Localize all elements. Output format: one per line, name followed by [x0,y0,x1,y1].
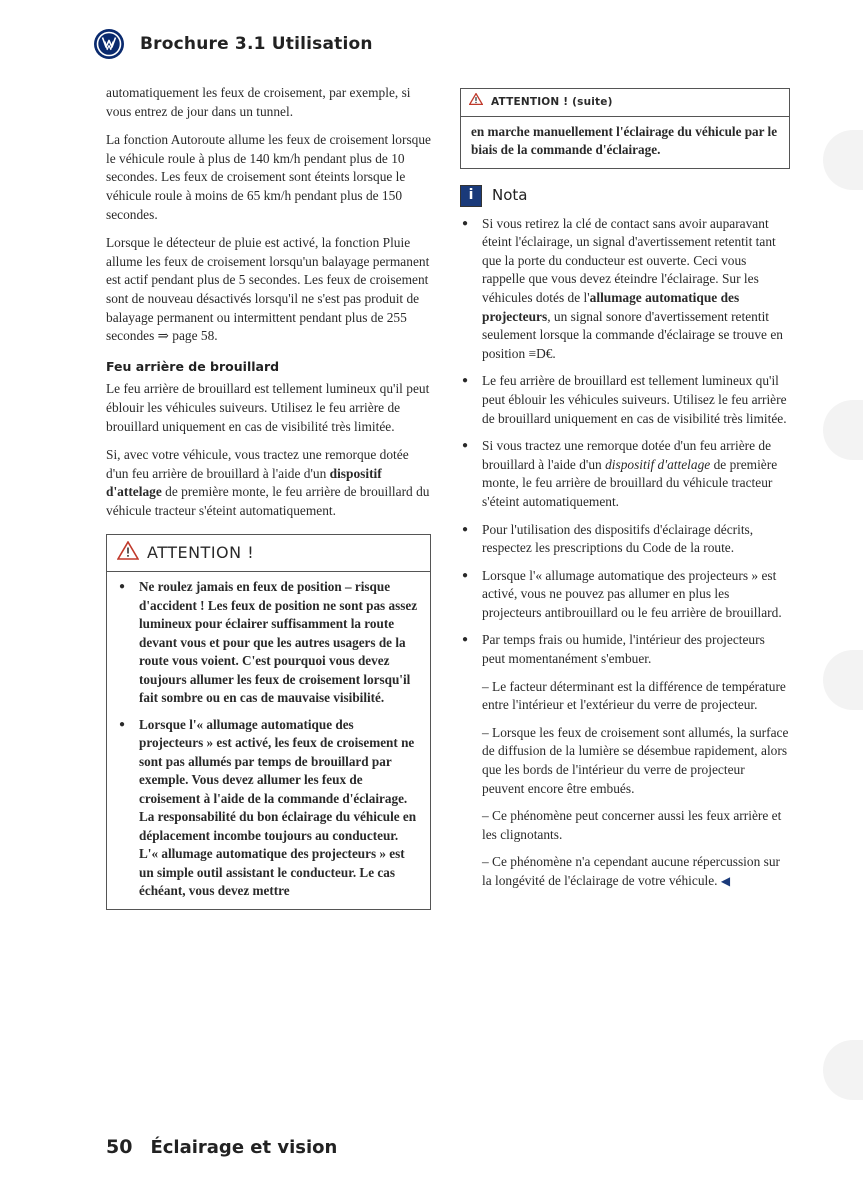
warning-box-continued [460,88,790,169]
page-number: 50 [106,1136,133,1158]
note-subitem: – Ce phénomène n'a cependant aucune répercussion sur la longévité de l'éclairage de votre véhicule. ◀ [482,854,781,888]
note-item: ● Par temps frais ou humide, l'intérieur des projecteurs peut momentanément s'embuer. [460,631,790,668]
paragraph: Si, avec votre véhicule, vous tractez une remorque dotée d'un feu arrière de brouillard à l'aide d'un dispositif d'attelage de première monte, le feu arrière de brouillard du véhicule tracteur s'éteint automatiquement. [106,447,430,518]
note-item: ● Le feu arrière de brouillard est tellement lumineux qu'il peut éblouir les véhicules suiveurs. Utilisez le feu arrière de brouillard uniquement en cas de visibilité très limitée. [460,372,790,428]
note-header [460,185,790,207]
warning-item: ● Lorsque l'« allumage automatique des projecteurs » est activé, les feux de croisement ne sont pas allumés par temps de brouillard par exemple. Vous devez allumer les feux de croisement à l'aide de la commande d'éclairage. La responsabilité du bon éclairage du véhicule en déplacement incombe toujours au conducteur. L'« allumage automatique des projecteurs » est un simple outil assistant le conducteur. Le cas échéant, vous devez mettre [117,716,420,901]
page-edge-decoration [823,1040,863,1100]
note-title: Nota [492,186,528,205]
end-of-section-icon: ◀ [720,874,731,888]
paragraph: Le feu arrière de brouillard est tellement lumineux qu'il peut éblouir les véhicules suiveurs. Utilisez le feu arrière de brouillard uniquement en cas de visibilité très limitée. [106,381,430,434]
page-edge-decoration [823,400,863,460]
left-column [106,84,431,910]
right-column [460,82,790,900]
note-item: ● Si vous retirez la clé de contact sans avoir auparavant éteint l'éclairage, un signal d'avertissement retentit tant que la porte du conducteur est ouverte. Ceci vous rappelle que vous devez éteindre l'éclairage. Sur les véhicules dotés de l'allumage automatique des projecteurs, un signal sonore d'avertissement retentit seulement lorsque la commande d'éclairage se trouve en position ≡D€. [460,215,790,364]
warning-triangle-icon [117,541,139,565]
note-subitem: – Le facteur déterminant est la différence de température entre l'intérieur et l'extérieur du verre de projecteur. [482,678,786,713]
warning-title: ATTENTION ! (suite) [491,96,613,108]
warning-header [461,89,789,117]
warning-body [107,572,430,909]
warning-title: ATTENTION ! [147,542,255,562]
info-icon: i [460,185,482,207]
page-header [94,28,373,60]
note-item: ● Lorsque l'« allumage automatique des projecteurs » est activé, vous ne pouvez pas allumer en plus les projecteurs antibrouillard ou le feu arrière de brouillard. [460,567,790,623]
note-item: ● Pour l'utilisation des dispositifs d'éclairage décrits, respectez les prescriptions du Code de la route. [460,521,790,558]
warning-triangle-icon [469,93,483,112]
light-switch-symbol: ≡D€. [528,345,556,361]
page-footer [106,1136,337,1158]
paragraph: automatiquement les feux de croisement, par exemple, si vous entrez de jour dans un tunnel. [106,85,411,119]
page-title: Brochure 3.1 Utilisation [140,34,373,54]
vw-logo-icon [94,29,124,59]
section-heading: Feu arrière de brouillard [106,358,280,374]
note-subitem: – Ce phénomène peut concerner aussi les feux arrière et les clignotants. [482,808,782,842]
paragraph: La fonction Autoroute allume les feux de croisement lorsque le véhicule roule à plus de 140 km/h pendant plus de 10 secondes. Les feux de croisement sont éteints lorsque le véhicule roule à moins de 65 km/h pendant plus de 150 secondes. [106,132,431,222]
warning-item: ● Ne roulez jamais en feux de position – risque d'accident ! Les feux de position ne sont pas assez lumineux pour éclairer suffisamment la route devant vous et pour que les autres usagers de la route vous voient. C'est pourquoi vous devez toujours allumer les feux de croisement lorsqu'il fait sombre ou en cas de mauvaise visibilité. [117,578,420,708]
warning-body: en marche manuellement l'éclairage du véhicule par le biais de la commande d'éclairage. [471,123,778,158]
warning-header [107,535,430,572]
chapter-title: Éclairage et vision [150,1137,338,1158]
page-edge-decoration [823,130,863,190]
page-edge-decoration [823,650,863,710]
warning-box [106,534,431,909]
note-item: ● Si vous tractez une remorque dotée d'un feu arrière de brouillard à l'aide d'un dispositif d'attelage de première monte, le feu arrière de brouillard du véhicule tracteur s'éteint automatiquement. [460,437,790,511]
paragraph: Lorsque le détecteur de pluie est activé, la fonction Pluie allume les feux de croisement lorsqu'un balayage permanent est actif pendant plus de 5 secondes. Les feux de croisement sont de nouveau désactivés lorsqu'il ne s'est pas produit de balayage permanent ou intermittent pendant plus de 255 secondes ⇒ page 58. [106,235,430,344]
note-subitem: – Lorsque les feux de croisement sont allumés, la surface de diffusion de la lumière se désembue rapidement, alors que les bords de l'intérieur du verre de projecteur peuvent encore être embués. [482,724,789,796]
